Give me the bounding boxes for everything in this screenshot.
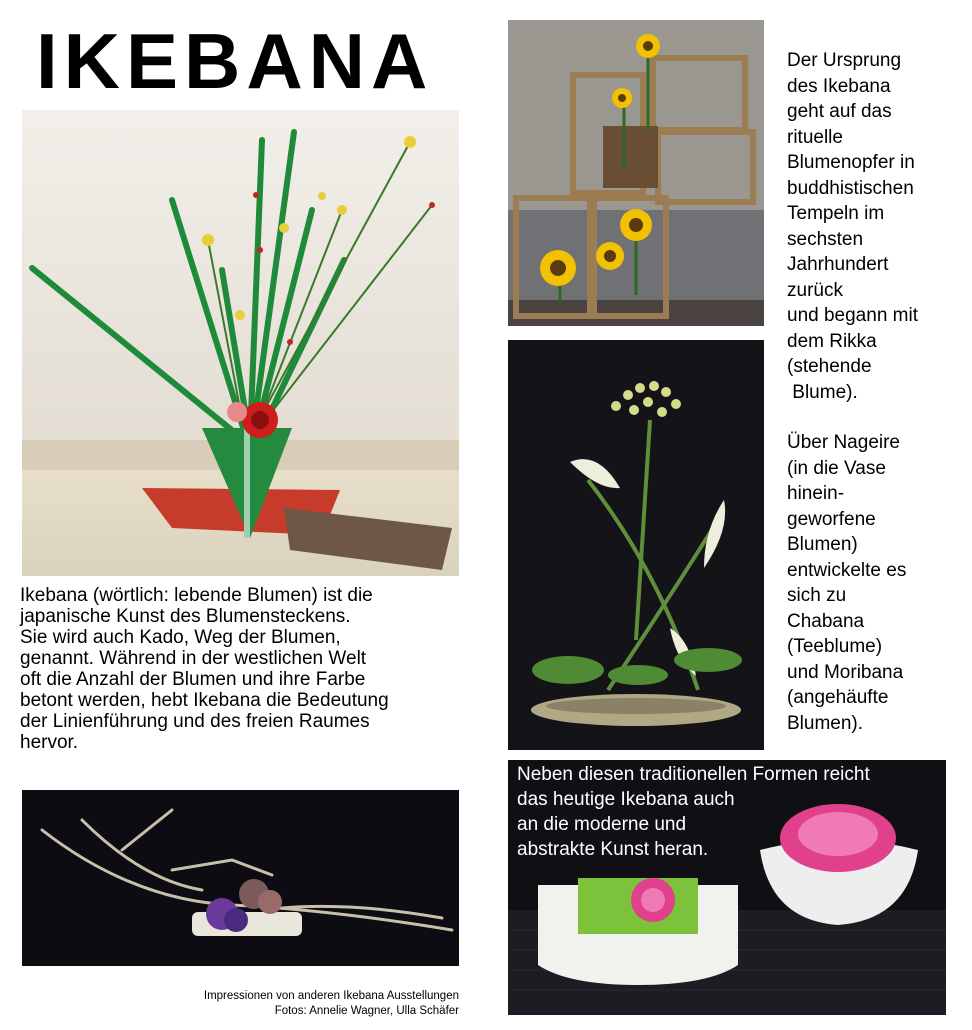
text-line: Blume). [787, 381, 858, 403]
text-line: Blumenopfer in [787, 152, 915, 173]
text-line: genannt. Während in der westlichen Welt [20, 648, 367, 669]
page-title: IKEBANA [36, 17, 434, 105]
paragraph-gap [787, 405, 967, 430]
text-line: abstrakte Kunst heran. [517, 839, 709, 860]
text-line: rituelle [787, 126, 843, 148]
text-line: an die moderne und [517, 814, 687, 835]
text-line: (stehende [787, 356, 872, 377]
text-line: entwickelte es [787, 559, 907, 581]
text-line: Sie wird auch Kado, Weg der Blumen, [20, 627, 341, 648]
text-line: betont werden, hebt Ikebana die Bedeutung [20, 690, 389, 711]
branch-arrangement-photo [22, 790, 459, 966]
text-line: sich zu [787, 585, 847, 606]
text-line: sechsten [787, 228, 864, 250]
text-line: buddhistischen [787, 177, 914, 199]
text-line: zurück [787, 279, 843, 301]
text-line: Ikebana (wörtlich: lebende Blumen) ist die [20, 585, 373, 606]
credit-line: Impressionen von anderen Ikebana Ausstellungen [203, 990, 459, 1002]
text-line: Der Ursprung [787, 50, 902, 71]
text-line: japanische Kunst des Blumensteckens. [20, 606, 351, 627]
text-line: Über Nageire [787, 432, 900, 453]
text-line: das heutige Ikebana auch [517, 789, 735, 810]
text-line: dem Rikka [787, 330, 877, 352]
sunflower-boxes-photo [508, 20, 764, 326]
intro-text [20, 585, 460, 753]
text-line: des Ikebana [787, 75, 891, 97]
text-line: Blumen) [787, 534, 858, 555]
text-line: der Linienführung und des freien Raumes [20, 711, 370, 732]
text-line: Blumen). [787, 712, 864, 734]
text-line: Tempeln im [787, 203, 885, 224]
text-line: hinein- [787, 483, 845, 504]
credit-line: Fotos: Annelie Wagner, Ulla Schäfer [274, 1005, 459, 1017]
text-line: Chabana [787, 610, 865, 632]
text-line: (in die Vase [787, 457, 886, 479]
origin-text [787, 48, 967, 736]
text-line: (Teeblume) [787, 636, 883, 657]
main-arrangement-photo [22, 110, 459, 576]
text-line: und begann mit [787, 305, 918, 326]
text-line: Jahrhundert [787, 254, 889, 275]
text-line: geworfene [787, 508, 876, 530]
text-line: und Moribana [787, 661, 904, 683]
modern-text [517, 762, 947, 862]
calla-arrangement-photo [508, 340, 764, 750]
text-line: Neben diesen traditionellen Formen reicht [517, 764, 870, 785]
text-line: geht auf das [787, 101, 892, 122]
photo-credits [204, 989, 459, 1019]
text-line: oft die Anzahl der Blumen und ihre Farbe [20, 669, 366, 690]
text-line: hervor. [20, 732, 79, 753]
text-line: (angehäufte [787, 687, 889, 708]
